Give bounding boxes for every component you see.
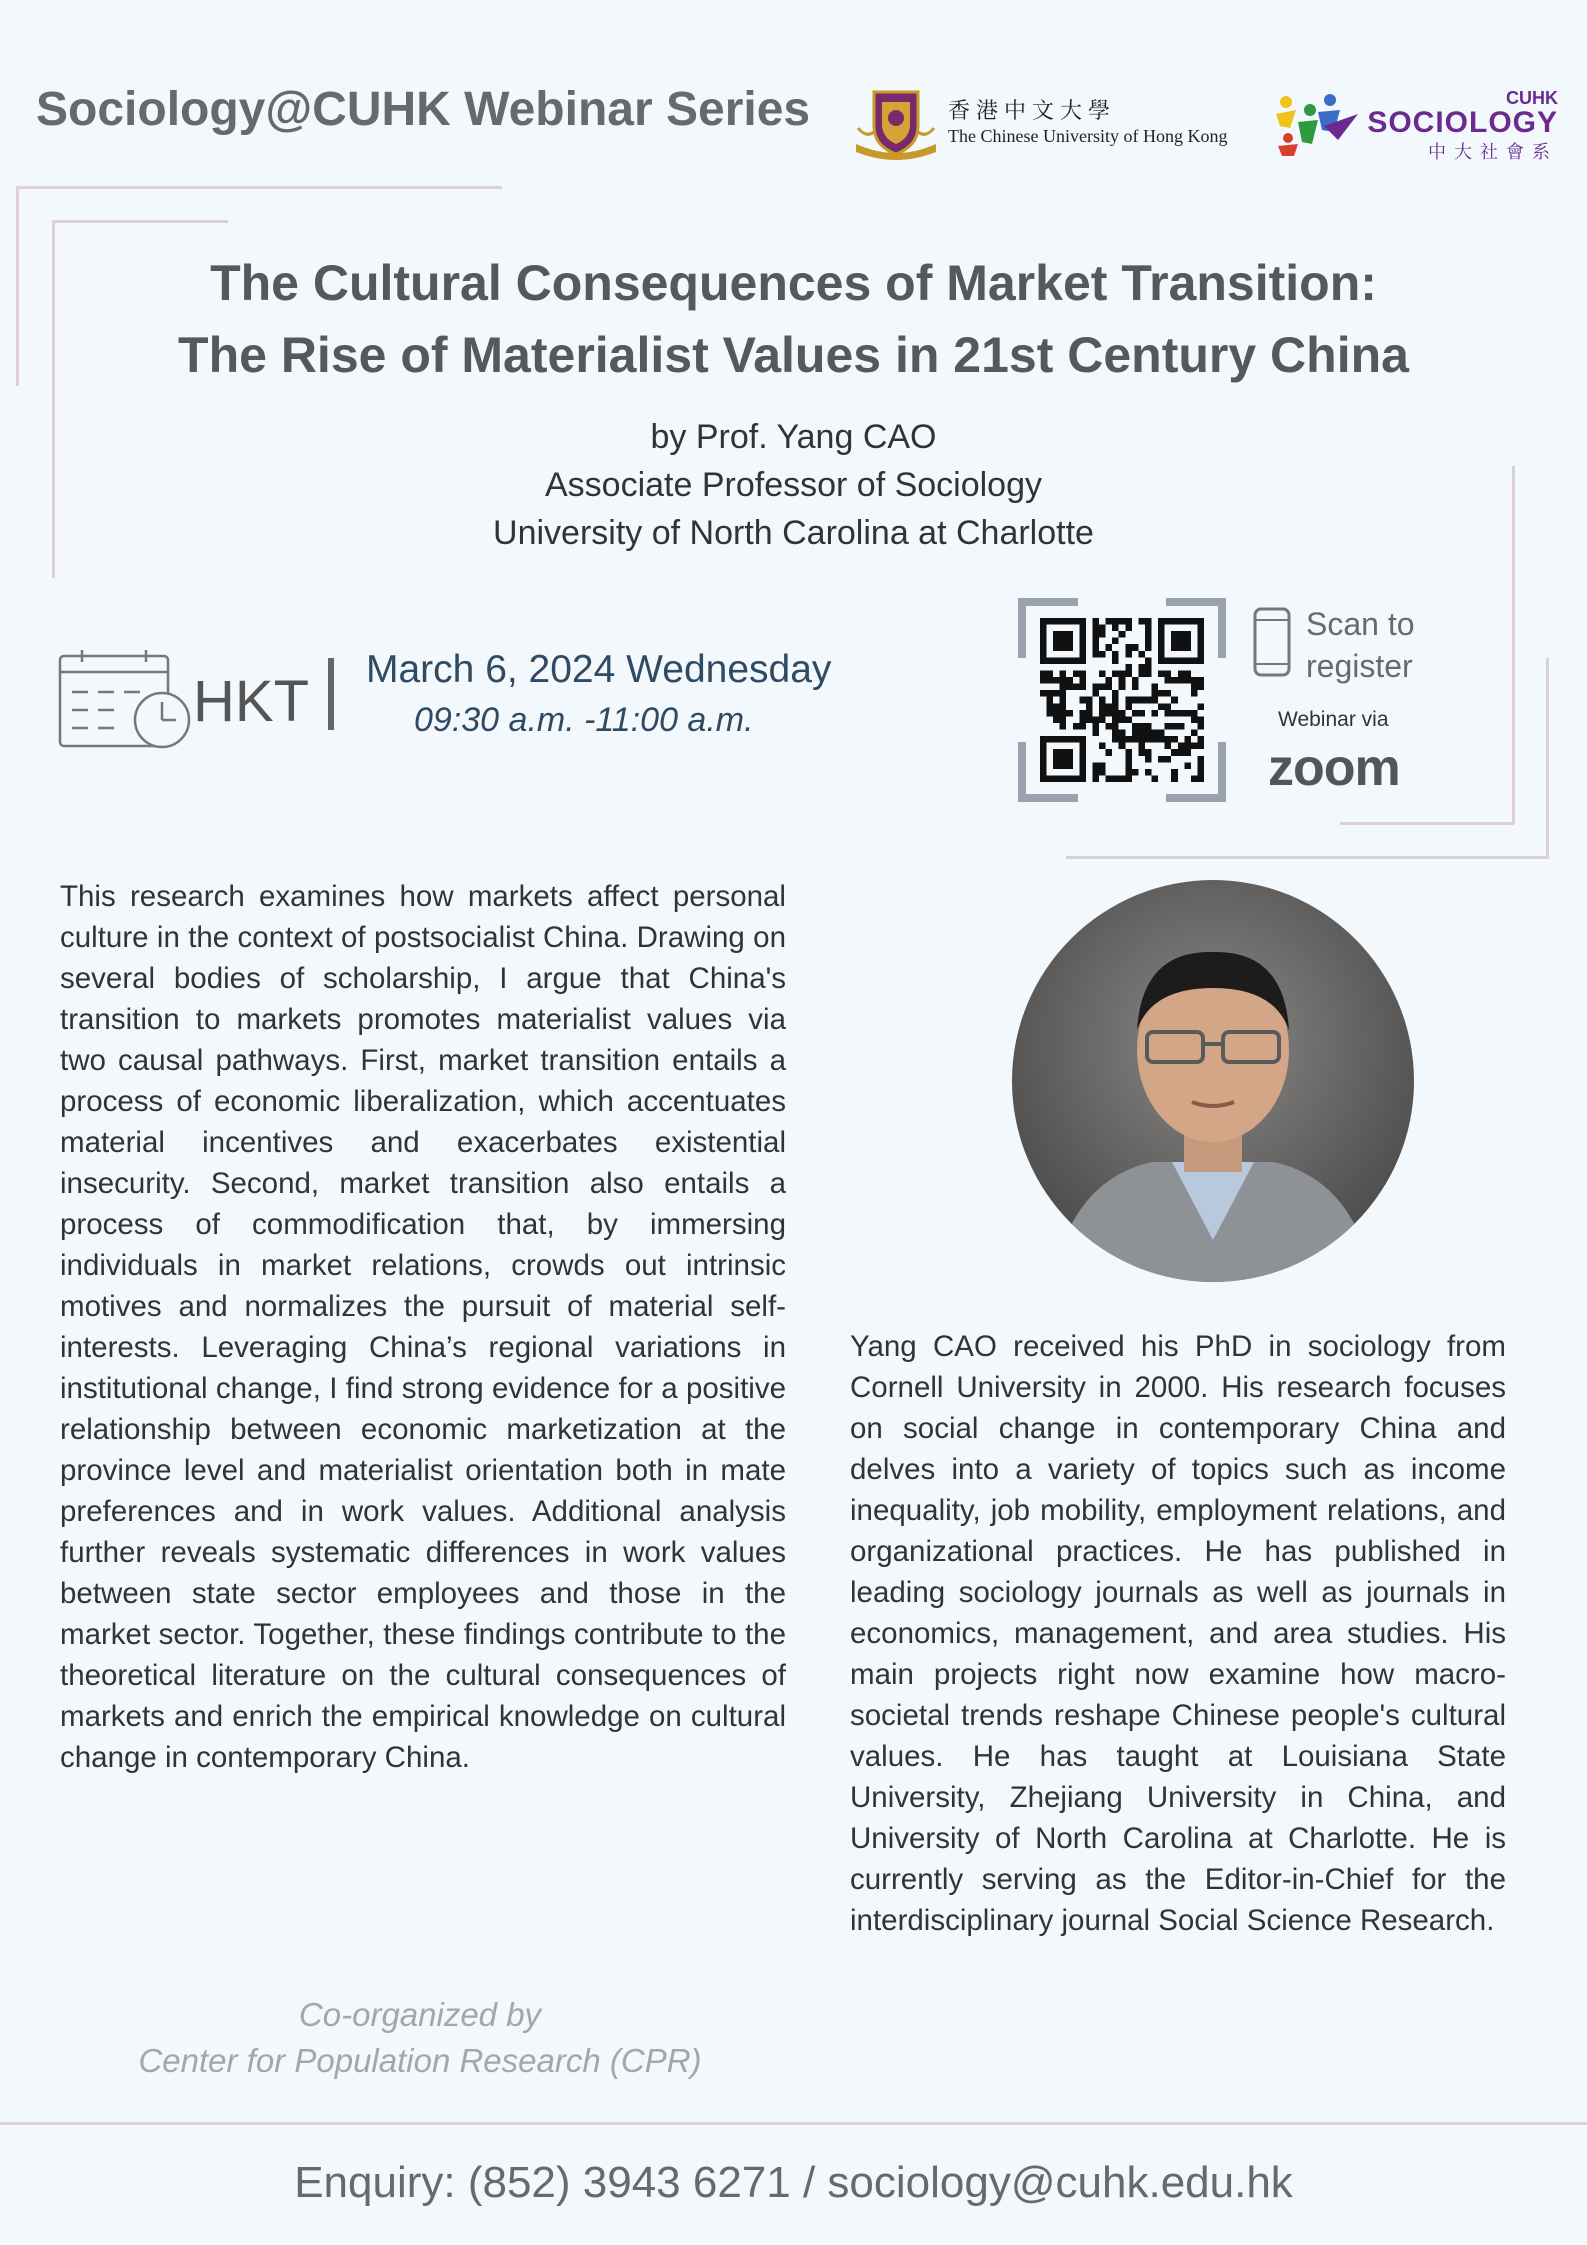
cuhk-logo [852,88,1272,160]
frame-line [52,220,228,223]
registration-qr-code[interactable] [1040,618,1204,782]
timezone-label: HKT [193,669,309,734]
cuhk-crest-icon [852,88,940,160]
coorganizer-name: Center for Population Research (CPR) [138,2042,702,2079]
event-time: 09:30 a.m. -11:00 a.m. [414,701,754,739]
cuhk-name-english: The Chinese University of Hong Kong [948,126,1228,146]
scan-line2: register [1306,648,1413,684]
talk-title-line1: The Cultural Consequences of Market Transition: [210,255,1377,311]
dept-logo-cuhk: CUHK [1506,88,1558,108]
abstract-text: This research examines how markets affect personal culture in the context of postsocialist China. Drawing on several bodies of scholarship, I argue that China's transition to markets promotes materialist values via two causal pathways. First, market transition entails a process of economic liberalization, which accentuates material incentives and exacerbates existential insecurity. Second, market transition also entails a process of commodification that, by immersing individuals in market relations, crowds out intrinsic motives and normalizes the pursuit of material self-interests. Leveraging China’s regional variations in institutional change, I find strong evidence for a positive relationship between economic marketization at the province level and materialist orientation both in mate preferences and in work values. Additional analysis further reveals systematic differences in work values between state sector employees and those in the market sector. Together, these findings contribute to the theoretical literature on the cultural consequences of markets and enrich the empirical knowledge on cultural change in contemporary China. [60,880,786,1774]
cuhk-name-chinese: 香港中文大學 [948,99,1117,124]
webinar-via-label: Webinar via [1278,708,1389,731]
speaker-position: Associate Professor of Sociology [544,466,1043,504]
frame-line [1546,658,1549,858]
speaker-photo [1012,880,1414,1282]
dept-logo-chinese: 中大社會系 [1428,142,1558,162]
event-date: March 6, 2024 Wednesday [366,648,832,691]
zoom-logo: zoom [1268,739,1400,797]
frame-line [16,186,19,386]
enquiry-contact[interactable]: Enquiry: (852) 3943 6271 / sociology@cuhk.edu.hk [294,2158,1293,2207]
frame-line [16,186,502,189]
frame-line [1066,856,1549,859]
speaker-bio: Yang CAO received his PhD in sociology from Cornell University in 2000. His research focuses on social change in contemporary China and delves into a variety of topics such as income inequality, job mobility, employment relations, and organizational practices. He has published in leading sociology journals as well as journals in economics, management, and area studies. His main projects right now examine how macro-societal trends reshape Chinese people's cultural values. He has taught at Louisiana State University, Zhejiang University in China, and University of North Carolina at Charlotte. He is currently serving as the Editor-in-Chief for the interdisciplinary journal Social Science Research. [850,1330,1506,1937]
coorganizer-label: Co-organized by [298,1996,542,2033]
sociology-dept-logo [1268,88,1558,160]
speaker-affiliation: University of North Carolina at Charlotte [493,514,1094,552]
timezone-divider [328,658,334,730]
speaker-name: by Prof. Yang CAO [650,418,937,456]
phone-icon [1252,606,1292,678]
scan-to-register [1306,603,1415,687]
talk-title-line2: The Rise of Materialist Values in 21st Century China [178,327,1409,383]
calendar-clock-icon [58,648,194,750]
dept-logo-sociology: SOCIOLOGY [1367,106,1558,139]
people-figures-icon [1268,92,1360,156]
footer-divider [0,2122,1587,2125]
series-title: Sociology@CUHK Webinar Series [36,83,811,136]
speaker-portrait-icon [1012,880,1414,1282]
frame-line [1340,822,1514,825]
scan-line1: Scan to [1306,606,1415,642]
